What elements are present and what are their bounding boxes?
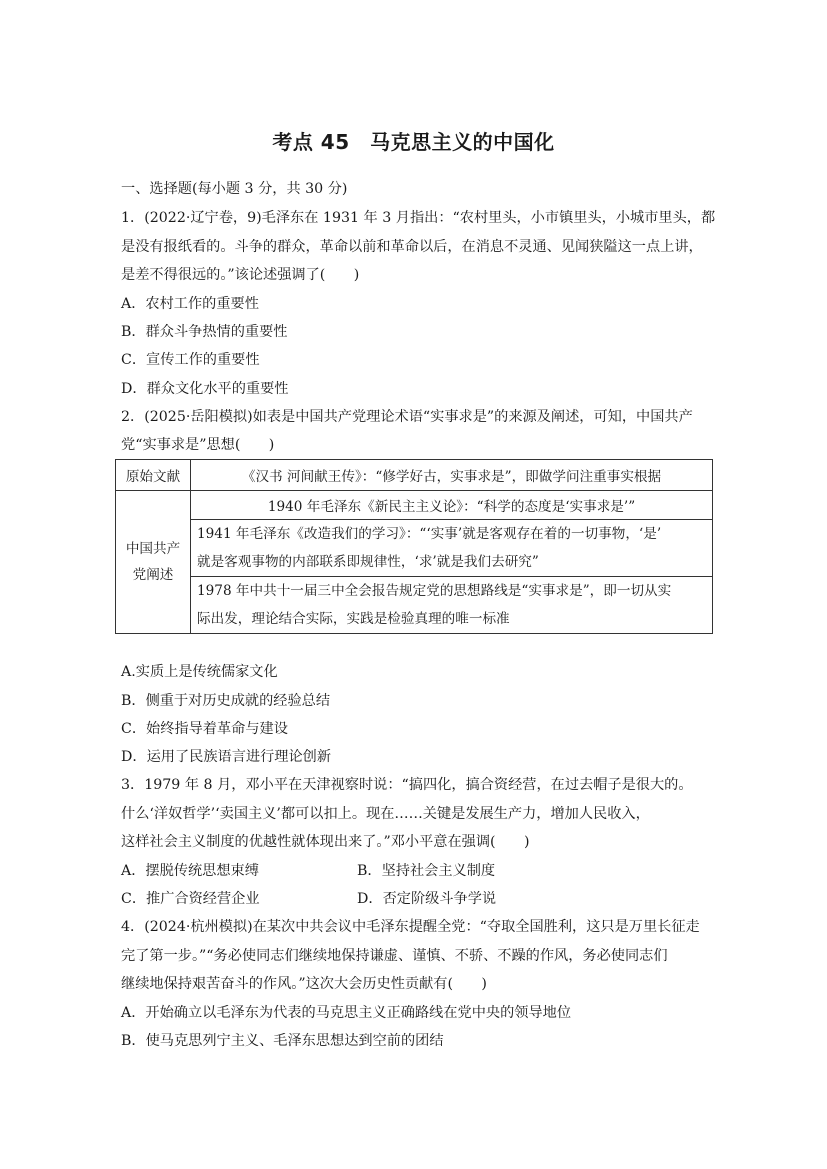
q3-options-row-2: [121, 890, 721, 908]
q1-line-1: 1．(2022·辽宁卷，9)毛泽东在 1931 年 3 月指出：“农村里头，小市镇里头，小城市里头，都: [121, 210, 716, 226]
table-row: [116, 520, 713, 577]
q2-line-1: 2．(2025·岳阳模拟)如表是中国共产党理论术语“实事求是”的来源及阐述，可知，中国共产: [121, 409, 693, 425]
q3-option-b: B．坚持社会主义制度: [357, 863, 496, 879]
table-cell-1978-line-1: 1978 年中共十一届三中全会报告规定党的思想路线是“实事求是”，即一切从实: [197, 583, 672, 599]
table-cell-1941-line-2: 就是客观事物的内部联系即规律性，‘求’就是我们去研究”: [197, 554, 539, 570]
table-cell-hanshu: 《汉书 河间献王传》：“修学好古，实事求是”，即做学问注重事实根据: [191, 460, 713, 491]
q1-option-b: B．群众斗争热情的重要性: [121, 324, 288, 340]
q2-line-2: 党“实事求是”思想( ): [121, 437, 275, 453]
table-row: [116, 460, 713, 491]
q4-line-1: 4．(2024·杭州模拟)在某次中共会议中毛泽东提醒全党：“夺取全国胜利，这只是万里长征走: [121, 919, 700, 935]
q4-line-2: 完了第一步。”“务必使同志们继续地保持谦虚、谨慎、不骄、不躁的作风，务必使同志们: [121, 948, 668, 964]
q3-option-d: D．否定阶级斗争学说: [357, 891, 497, 907]
table-head-original: 原始文献: [116, 460, 191, 491]
table-cell-1941-line-1: 1941 年毛泽东《改造我们的学习》：“‘实事’就是客观存在着的一切事物，‘是’: [197, 526, 662, 542]
table-head-party-line-1: 中国共产: [125, 541, 181, 557]
table-head-party-line-2: 党阐述: [132, 567, 174, 583]
q1-line-2: 是没有报纸看的。斗争的群众，革命以前和革命以后，在消息不灵通、见闻狭隘这一点上讲，: [121, 239, 703, 255]
page-title: 考点 45 马克思主义的中国化: [272, 130, 555, 154]
q4-option-b: B．使马克思列宁主义、毛泽东思想达到空前的团结: [121, 1033, 444, 1049]
q3-option-c: C．推广合资经营企业: [121, 891, 260, 907]
table-row: [116, 577, 713, 634]
table-cell-1978-line-2: 际出发，理论结合实际，实践是检验真理的唯一标准: [197, 611, 510, 627]
q2-option-b: B．侧重于对历史成就的经验总结: [121, 693, 331, 709]
table-row: [116, 491, 713, 520]
table-cell-1978: [191, 577, 713, 634]
q3-options-row-1: [121, 862, 721, 880]
table-head-party: [116, 491, 191, 634]
q2-option-c: C．始终指导着革命与建设: [121, 721, 288, 737]
q1-option-a: A．农村工作的重要性: [121, 296, 259, 312]
q2-option-a: A.实质上是传统儒家文化: [121, 664, 278, 680]
q3-line-3: 这样社会主义制度的优越性就体现出来了。”邓小平意在强调( ): [121, 834, 530, 850]
q4-option-a: A．开始确立以毛泽东为代表的马克思主义正确路线在党中央的领导地位: [121, 1005, 572, 1021]
q1-option-c: C．宣传工作的重要性: [121, 352, 260, 368]
q1-option-d: D．群众文化水平的重要性: [121, 381, 289, 397]
q3-line-1: 3．1979 年 8 月，邓小平在天津视察时说：“搞四化，搞合资经营，在过去帽子是很大的。: [121, 777, 693, 793]
q1-line-3: 是差不得很远的。”该论述强调了( ): [121, 267, 360, 283]
section-heading: 一、选择题(每小题 3 分，共 30 分): [121, 181, 348, 197]
source-table: [115, 459, 713, 634]
table-cell-1941: [191, 520, 713, 577]
q3-line-2: 什么‘洋奴哲学’‘卖国主义’都可以扣上。现在……关键是发展生产力，增加人民收入，: [121, 806, 650, 822]
q3-option-a: A．摆脱传统思想束缚: [121, 863, 259, 879]
q2-option-d: D．运用了民族语言进行理论创新: [121, 749, 332, 765]
table-cell-1940: 1940 年毛泽东《新民主主义论》：“科学的态度是‘实事求是’”: [191, 491, 713, 520]
q4-line-3: 继续地保持艰苦奋斗的作风。”这次大会历史性贡献有( ): [121, 976, 487, 992]
